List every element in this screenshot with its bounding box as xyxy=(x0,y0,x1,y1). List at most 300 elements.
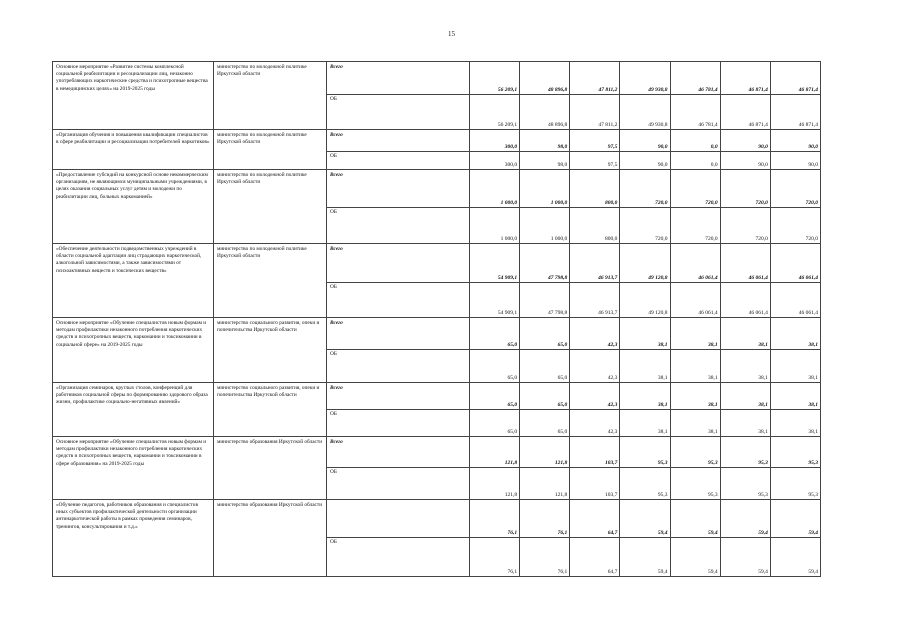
total-value-cell xyxy=(721,318,770,350)
funding-ob-label: ОБ xyxy=(330,153,337,159)
funding-total-label-cell xyxy=(327,62,469,95)
year-value-cell xyxy=(771,130,821,169)
year-value-cell xyxy=(570,170,620,243)
year-value-cell xyxy=(671,437,721,499)
ob-value: 46 061,4 xyxy=(748,310,768,316)
total-value: 95,3 xyxy=(758,460,768,466)
ob-value: 59,4 xyxy=(708,569,718,575)
funding-source-cell xyxy=(327,130,470,169)
funding-source-cell xyxy=(327,500,470,576)
ob-value-cell xyxy=(721,537,770,576)
executor-name: министерство образования Иркутской области xyxy=(214,500,327,576)
executor-name: министерство по молодежной политике Иркутской области xyxy=(214,244,327,317)
total-value: 76,1 xyxy=(557,530,568,536)
total-value-cell xyxy=(671,244,720,283)
funding-ob-label: ОБ xyxy=(330,411,337,417)
total-value-cell xyxy=(671,437,720,468)
total-value: 65,0 xyxy=(557,342,568,348)
year-value-cell xyxy=(620,500,670,576)
year-value-cell xyxy=(721,318,771,382)
ob-value: 65,0 xyxy=(507,375,518,381)
funding-source-cell xyxy=(327,244,470,317)
ob-value-cell xyxy=(570,537,619,576)
ob-value: 1 000,0 xyxy=(500,236,518,242)
ob-value-cell xyxy=(470,537,519,576)
ob-value: 720,0 xyxy=(755,236,768,242)
year-value-cell xyxy=(570,244,620,317)
total-value-cell xyxy=(671,170,720,208)
year-value-cell xyxy=(671,62,721,129)
total-value: 90,0 xyxy=(808,144,818,150)
total-value-cell xyxy=(771,383,820,410)
ob-value-cell xyxy=(721,151,770,169)
year-value-cell xyxy=(570,62,620,129)
ob-value-cell xyxy=(570,151,619,169)
year-value-cell xyxy=(520,318,570,382)
funding-total-label: Всего xyxy=(330,385,343,391)
total-value-cell xyxy=(771,62,820,95)
ob-value: 46 871,4 xyxy=(798,122,818,128)
ob-value: 64,7 xyxy=(607,569,618,575)
total-value-cell xyxy=(520,170,569,208)
funding-total-label: Всего xyxy=(330,132,343,138)
year-value-cell xyxy=(771,170,821,243)
total-value: 95,3 xyxy=(708,460,718,466)
total-value: 38,1 xyxy=(708,342,718,348)
ob-value-cell xyxy=(470,282,519,317)
funding-ob-label: ОБ xyxy=(330,284,337,290)
total-value: 46 871,4 xyxy=(798,87,818,93)
total-value: 65,0 xyxy=(507,402,518,408)
total-value-cell xyxy=(520,500,569,538)
ob-value-cell xyxy=(620,349,669,382)
total-value: 38,1 xyxy=(758,342,768,348)
ob-value: 720,0 xyxy=(805,236,818,242)
ob-value-cell xyxy=(721,409,770,436)
total-value: 98,0 xyxy=(557,144,568,150)
ob-value: 720,0 xyxy=(655,236,668,242)
executor-name: министерство по молодежной политике Иркутской области xyxy=(214,62,327,129)
ob-value-cell xyxy=(671,151,720,169)
ob-value-cell xyxy=(570,409,619,436)
total-value: 49 120,8 xyxy=(648,275,668,281)
total-value-cell xyxy=(671,383,720,410)
ob-value-cell xyxy=(721,94,770,129)
ob-value-cell xyxy=(520,409,569,436)
total-value-cell xyxy=(470,437,519,468)
total-value: 121,8 xyxy=(554,460,568,466)
funding-total-label-cell xyxy=(327,170,469,208)
funding-source-cell xyxy=(327,62,470,129)
ob-value: 38,1 xyxy=(758,375,768,381)
table-row xyxy=(53,170,821,244)
executor-name: министерство по молодежной политике Иркутской области xyxy=(214,130,327,169)
year-value-cell xyxy=(771,62,821,129)
funding-total-label: Всего xyxy=(330,172,343,178)
year-value-cell xyxy=(620,437,670,499)
year-value-cell xyxy=(520,62,570,129)
year-value-cell xyxy=(470,437,520,499)
funding-source-cell xyxy=(327,437,470,499)
ob-value-cell xyxy=(771,537,820,576)
ob-value-cell xyxy=(570,282,619,317)
total-value: 103,7 xyxy=(605,460,618,466)
ob-value-cell xyxy=(771,94,820,129)
total-value: 54 909,1 xyxy=(497,275,518,281)
ob-value-cell xyxy=(520,349,569,382)
year-value-cell xyxy=(671,244,721,317)
total-value-cell xyxy=(771,318,820,350)
ob-value-cell xyxy=(620,409,669,436)
ob-value: 76,1 xyxy=(557,569,568,575)
funding-ob-label: ОБ xyxy=(330,469,337,475)
total-value: 46 913,7 xyxy=(598,275,618,281)
total-value-cell xyxy=(771,244,820,283)
table-row xyxy=(53,437,821,500)
year-value-cell xyxy=(520,500,570,576)
funding-ob-label-cell xyxy=(327,349,469,382)
total-value: 46 061,4 xyxy=(698,275,718,281)
year-value-cell xyxy=(470,170,520,243)
ob-value-cell xyxy=(470,409,519,436)
ob-value-cell xyxy=(671,537,720,576)
ob-value-cell xyxy=(520,151,569,169)
ob-value: 38,1 xyxy=(708,375,718,381)
year-value-cell xyxy=(721,62,771,129)
total-value-cell xyxy=(671,62,720,95)
ob-value-cell xyxy=(771,409,820,436)
year-value-cell xyxy=(771,437,821,499)
total-value: 59,4 xyxy=(808,530,818,536)
total-value-cell xyxy=(771,130,820,152)
ob-value-cell xyxy=(570,349,619,382)
total-value: 47 811,2 xyxy=(598,87,618,93)
ob-value: 42,3 xyxy=(607,429,618,435)
total-value-cell xyxy=(470,62,519,95)
total-value: 38,1 xyxy=(657,342,668,348)
table-row xyxy=(53,62,821,130)
total-value-cell xyxy=(570,437,619,468)
ob-value: 38,1 xyxy=(657,375,668,381)
total-value-cell xyxy=(470,383,519,410)
ob-value-cell xyxy=(570,94,619,129)
ob-value: 47 811,2 xyxy=(598,122,618,128)
total-value: 59,4 xyxy=(758,530,768,536)
total-value-cell xyxy=(520,130,569,152)
total-value: 47 798,8 xyxy=(548,275,568,281)
funding-total-label: Всего xyxy=(330,64,343,70)
total-value-cell xyxy=(620,383,669,410)
year-value-cell xyxy=(620,383,670,436)
ob-value: 98,0 xyxy=(557,162,568,168)
ob-value-cell xyxy=(721,207,770,243)
total-value: 42,3 xyxy=(607,402,618,408)
total-value-cell xyxy=(671,318,720,350)
total-value-cell xyxy=(671,130,720,152)
ob-value: 76,1 xyxy=(507,569,518,575)
total-value: 59,4 xyxy=(657,530,668,536)
ob-value: 46 061,4 xyxy=(698,310,718,316)
activity-name: «Организация обучения и повышения квалификации специалистов в сфере реабилитации и ресоциализации потребителей наркотиков» xyxy=(53,130,214,169)
ob-value-cell xyxy=(620,151,669,169)
ob-value-cell xyxy=(620,207,669,243)
total-value: 1 000,0 xyxy=(550,200,568,206)
total-value-cell xyxy=(570,170,619,208)
ob-value-cell xyxy=(520,467,569,499)
total-value: 121,8 xyxy=(504,460,518,466)
ob-value-cell xyxy=(771,467,820,499)
ob-value: 59,4 xyxy=(657,569,668,575)
funding-ob-label: ОБ xyxy=(330,539,337,545)
year-value-cell xyxy=(620,318,670,382)
ob-value: 720,0 xyxy=(705,236,718,242)
year-value-cell xyxy=(470,244,520,317)
funding-ob-label-cell xyxy=(327,467,469,499)
total-value-cell xyxy=(470,130,519,152)
executor-name: министерство по молодежной политике Иркутской области xyxy=(214,170,327,243)
total-value-cell xyxy=(570,130,619,152)
ob-value: 46 913,7 xyxy=(598,310,618,316)
funding-ob-label-cell xyxy=(327,537,469,576)
total-value-cell xyxy=(520,62,569,95)
funding-ob-label-cell xyxy=(327,282,469,317)
ob-value: 95,3 xyxy=(758,492,768,498)
total-value: 49 930,8 xyxy=(648,87,668,93)
year-value-cell xyxy=(671,500,721,576)
ob-value: 59,4 xyxy=(758,569,768,575)
activity-name: «Предоставление субсидий на конкурсной основе некоммерческим организациям, не являющимся муниципальными учреждениями, в целях оказания социальных услуг детям и молодежи по реабилитации лиц, больных наркоманией» xyxy=(53,170,214,243)
year-value-cell xyxy=(671,383,721,436)
ob-value-cell xyxy=(520,94,569,129)
total-value: 46 061,4 xyxy=(748,275,768,281)
total-value: 38,1 xyxy=(808,402,818,408)
year-value-cell xyxy=(721,500,771,576)
ob-value: 90,0 xyxy=(808,162,818,168)
ob-value: 49 930,8 xyxy=(648,122,668,128)
ob-value-cell xyxy=(470,467,519,499)
total-value: 720,0 xyxy=(805,200,818,206)
ob-value: 95,3 xyxy=(808,492,818,498)
year-value-cell xyxy=(620,244,670,317)
total-value: 64,7 xyxy=(607,530,618,536)
total-value: 38,1 xyxy=(758,402,768,408)
year-value-cell xyxy=(570,383,620,436)
ob-value: 90,0 xyxy=(657,162,668,168)
total-value: 65,0 xyxy=(557,402,568,408)
ob-value-cell xyxy=(570,467,619,499)
total-value-cell xyxy=(771,437,820,468)
ob-value-cell xyxy=(620,537,669,576)
year-value-cell xyxy=(570,500,620,576)
total-value-cell xyxy=(721,170,770,208)
ob-value: 54 909,1 xyxy=(497,310,518,316)
ob-value-cell xyxy=(520,282,569,317)
total-value-cell xyxy=(520,383,569,410)
total-value-cell xyxy=(570,62,619,95)
table-row xyxy=(53,130,821,170)
funding-source-cell xyxy=(327,318,470,382)
ob-value-cell xyxy=(570,207,619,243)
page-number: 15 xyxy=(448,30,455,38)
year-value-cell xyxy=(620,130,670,169)
ob-value: 103,7 xyxy=(605,492,618,498)
total-value: 38,1 xyxy=(808,342,818,348)
total-value-cell xyxy=(620,437,669,468)
ob-value: 47 798,8 xyxy=(548,310,568,316)
year-value-cell xyxy=(721,383,771,436)
ob-value: 48 896,8 xyxy=(548,122,568,128)
ob-value: 38,1 xyxy=(657,429,668,435)
ob-value: 46 781,4 xyxy=(698,122,718,128)
year-value-cell xyxy=(671,170,721,243)
ob-value-cell xyxy=(470,151,519,169)
total-value-cell xyxy=(470,170,519,208)
ob-value-cell xyxy=(470,349,519,382)
year-value-cell xyxy=(620,62,670,129)
ob-value-cell xyxy=(671,282,720,317)
ob-value-cell xyxy=(671,349,720,382)
ob-value-cell xyxy=(771,349,820,382)
total-value: 0,0 xyxy=(710,144,718,150)
table-row xyxy=(53,500,821,577)
activity-name: «Организация семинаров, круглых столов, конференций для работников социальной сферы по формированию здорового образа жизни, профилактике социально-негативных явлений» xyxy=(53,383,214,436)
total-value-cell xyxy=(721,437,770,468)
total-value: 97,5 xyxy=(607,144,618,150)
total-value-cell xyxy=(620,500,669,538)
total-value-cell xyxy=(721,383,770,410)
funding-ob-label: ОБ xyxy=(330,209,337,215)
funding-ob-label-cell xyxy=(327,94,469,129)
activity-name: «Обеспечение деятельности подведомственных учреждений в области социальной адаптации лиц страдающих наркотической, алкогольной зависимостями, а также зависимостями от психоактивных веществ и токсических веществ» xyxy=(53,244,214,317)
funding-total-label: Всего xyxy=(330,439,343,445)
ob-value-cell xyxy=(721,282,770,317)
total-value-cell xyxy=(620,62,669,95)
year-value-cell xyxy=(671,318,721,382)
year-value-cell xyxy=(721,437,771,499)
funding-total-label: Всего xyxy=(330,320,343,326)
total-value: 48 896,8 xyxy=(548,87,568,93)
ob-value: 56 209,1 xyxy=(497,122,518,128)
total-value-cell xyxy=(721,62,770,95)
activity-name: Основное мероприятие «Обучение специалистов новым формам и методам профилактики незаконного потребления наркотических средств и психотропных веществ, наркомании и токсикомании в социальной сфере» на 2019-2025 годы xyxy=(53,318,214,382)
table-row xyxy=(53,383,821,437)
funding-total-label-cell xyxy=(327,130,469,152)
total-value: 38,1 xyxy=(708,402,718,408)
funding-total-label-cell xyxy=(327,437,469,468)
funding-total-label-cell xyxy=(327,244,469,283)
year-value-cell xyxy=(470,130,520,169)
funding-source-cell xyxy=(327,170,470,243)
table-row xyxy=(53,318,821,383)
year-value-cell xyxy=(520,437,570,499)
year-value-cell xyxy=(771,244,821,317)
total-value: 95,3 xyxy=(808,460,818,466)
year-value-cell xyxy=(721,130,771,169)
total-value-cell xyxy=(520,437,569,468)
year-value-cell xyxy=(620,170,670,243)
ob-value-cell xyxy=(620,282,669,317)
year-value-cell xyxy=(771,500,821,576)
ob-value: 38,1 xyxy=(758,429,768,435)
ob-value: 46 871,4 xyxy=(748,122,768,128)
executor-name: министерство социального развития, опеки и попечительства Иркутской области xyxy=(214,318,327,382)
total-value-cell xyxy=(570,318,619,350)
funding-ob-label-cell xyxy=(327,207,469,243)
ob-value: 65,0 xyxy=(507,429,518,435)
year-value-cell xyxy=(520,130,570,169)
total-value-cell xyxy=(520,318,569,350)
year-value-cell xyxy=(520,244,570,317)
total-value: 56 209,1 xyxy=(497,87,518,93)
total-value: 720,0 xyxy=(655,200,668,206)
year-value-cell xyxy=(671,130,721,169)
ob-value: 300,0 xyxy=(504,162,518,168)
year-value-cell xyxy=(721,170,771,243)
total-value: 90,0 xyxy=(758,144,768,150)
total-value-cell xyxy=(620,244,669,283)
activity-name: «Обучение педагогов, работников образования и специалистов иных субъектов профилактической деятельности организации антинаркотической работы в рамках проведения семинаров, тренингов, консультирования и т.д.» xyxy=(53,500,214,576)
funding-ob-label: ОБ xyxy=(330,96,337,102)
year-value-cell xyxy=(570,437,620,499)
activity-name: Основное мероприятие «Развитие системы комплексной социальной реабилитации и ресоциализации лиц, незаконно употребляющих наркотические средства и психотропные вещества в немедицинских целях» на 2019-2025 годы xyxy=(53,62,214,129)
total-value-cell xyxy=(771,170,820,208)
ob-value-cell xyxy=(671,467,720,499)
ob-value: 95,3 xyxy=(657,492,668,498)
year-value-cell xyxy=(470,500,520,576)
year-value-cell xyxy=(520,383,570,436)
total-value-cell xyxy=(620,318,669,350)
ob-value-cell xyxy=(721,349,770,382)
total-value-cell xyxy=(470,244,519,283)
ob-value: 65,0 xyxy=(557,429,568,435)
ob-value-cell xyxy=(620,467,669,499)
ob-value: 38,1 xyxy=(808,429,818,435)
year-value-cell xyxy=(771,318,821,382)
total-value-cell xyxy=(721,244,770,283)
ob-value: 121,8 xyxy=(504,492,518,498)
total-value-cell xyxy=(570,244,619,283)
funding-ob-label: ОБ xyxy=(330,351,337,357)
ob-value: 38,1 xyxy=(808,375,818,381)
executor-name: министерство образования Иркутской области xyxy=(214,437,327,499)
ob-value: 90,0 xyxy=(758,162,768,168)
ob-value-cell xyxy=(620,94,669,129)
ob-value-cell xyxy=(470,207,519,243)
total-value: 1 000,0 xyxy=(500,200,518,206)
funding-total-label: Всего xyxy=(330,246,343,252)
total-value: 720,0 xyxy=(755,200,768,206)
ob-value: 121,8 xyxy=(554,492,568,498)
ob-value-cell xyxy=(771,282,820,317)
ob-value: 0,0 xyxy=(710,162,718,168)
funding-total-label-cell xyxy=(327,318,469,350)
total-value: 46 061,4 xyxy=(798,275,818,281)
total-value: 38,1 xyxy=(657,402,668,408)
funding-source-cell xyxy=(327,383,470,436)
ob-value-cell xyxy=(671,409,720,436)
ob-value-cell xyxy=(671,94,720,129)
total-value-cell xyxy=(620,170,669,208)
total-value: 76,1 xyxy=(507,530,518,536)
year-value-cell xyxy=(470,62,520,129)
total-value-cell xyxy=(671,500,720,538)
year-value-cell xyxy=(470,383,520,436)
funding-total-label-cell xyxy=(327,500,469,538)
total-value: 46 871,4 xyxy=(748,87,768,93)
ob-value-cell xyxy=(520,537,569,576)
total-value-cell xyxy=(620,130,669,152)
ob-value: 97,5 xyxy=(607,162,618,168)
